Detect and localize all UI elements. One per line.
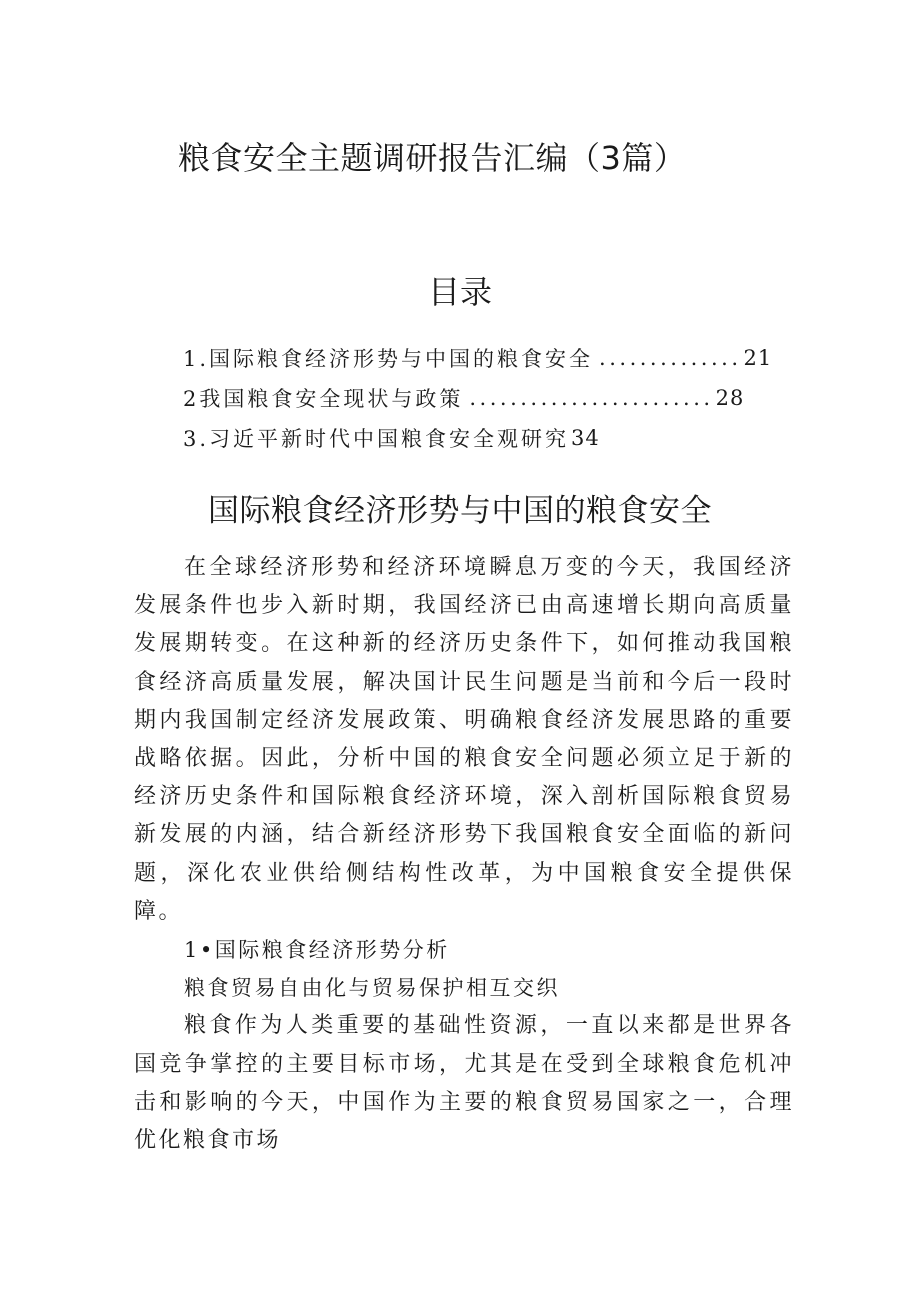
toc-entry-leader: .............. [599,346,742,370]
subheading-analysis: 1•国际粮食经济形势分析 [184,938,450,963]
table-of-contents [183,338,783,458]
toc-entry-page: 21 [743,346,773,370]
toc-entry-leader: ........................ [469,386,714,410]
toc-entry-label: 2我国粮食安全现状与政策 [183,387,464,411]
toc-entry[interactable] [183,338,783,378]
toc-heading: 目录 [427,273,492,311]
toc-entry-label: 1.国际粮食经济形势与中国的粮食安全 [183,347,594,371]
toc-entry-label: 3.习近平新时代中国粮食安全观研究 [183,427,570,451]
toc-entry[interactable] [183,418,783,458]
intro-paragraph: 在全球经济形势和经济环境瞬息万变的今天，我国经济发展条件也步入新时期，我国经济已由高速增长期向高质量发展期转变。在这种新的经济历史条件下，如何推动我国粮食经济高质量发展，解决国计民生问题是当前和今后一段时期内我国制定经济发展政策、明确粮食经济发展思路的重要战略依据。因此，分析中国的粮食安全问题必须立足于新的经济历史条件和国际粮食经济环境，深入剖析国际粮食贸易新发展的内涵，结合新经济形势下我国粮食安全面临的新问题，深化农业供给侧结构性改革，为中国粮食安全提供保障。 [134,555,794,924]
subheading-trade: 粮食贸易自由化与贸易保护相互交织 [184,976,560,1001]
section-title: 国际粮食经济形势与中国的粮食安全 [208,493,712,529]
toc-entry-page: 34 [571,426,600,450]
body-paragraph: 粮食作为人类重要的基础性资源，一直以来都是世界各国竞争掌控的主要目标市场，尤其是在受到全球粮食危机冲击和影响的今天，中国作为主要的粮食贸易国家之一，合理优化粮食市场 [134,1013,794,1154]
toc-entry[interactable] [183,378,783,418]
section-body [134,549,794,1160]
toc-entry-page: 28 [715,386,745,410]
document-title: 粮食安全主题调研报告汇编（3篇） [178,139,687,177]
